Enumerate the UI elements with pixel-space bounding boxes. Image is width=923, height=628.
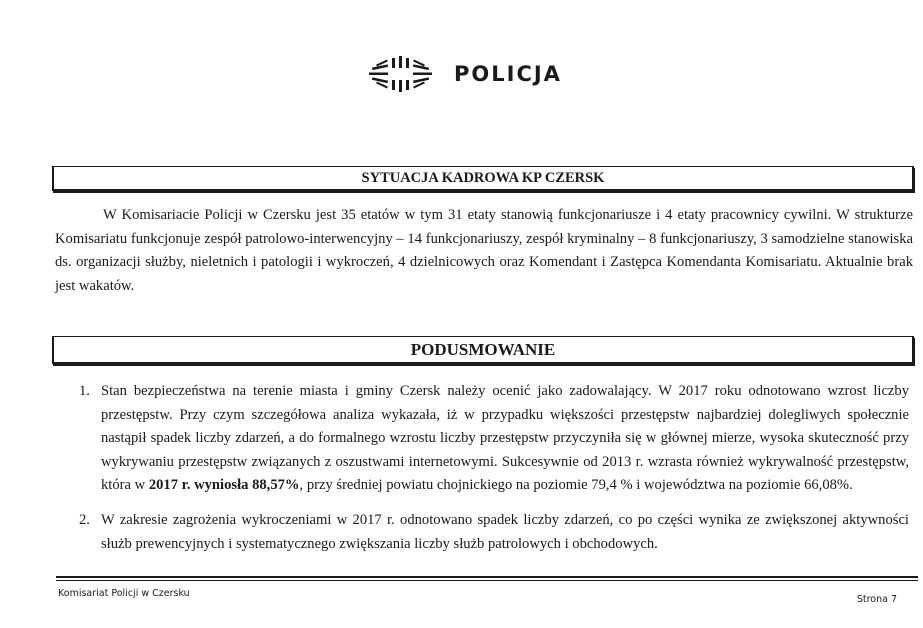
section-title-staffing: SYTUACJA KADROWA KP CZERSK	[52, 166, 914, 191]
list-item	[101, 380, 909, 498]
footer-divider-thin	[56, 580, 918, 581]
list-item-text: Stan bezpieczeństwa na terenie miasta i gminy Czersk należy ocenić jako zadowalający. W 2017 roku odnotowano wzrost liczby przestępstw. Przy czym szczegółowa analiza wykazała, iż w przypadku większości przestępstw najbardziej dolegliwych społecznie nastąpił spadek liczby zdarzeń, a do formalnego wzrostu liczby przestępstw przyczyniła się w głównej mierze, wysoka skuteczność przy wykrywaniu przestępstw związanych z oszustwami internetowymi. Sukcesywnie od 2013 r. wzrasta również wykrywalność przestępstw, która w	[101, 383, 909, 493]
list-item-number: 2.	[79, 512, 90, 528]
footer-institution: Komisariat Policji w Czersku	[58, 588, 190, 599]
list-item-number: 1.	[79, 383, 90, 399]
logo-text: POLICJA	[454, 62, 562, 86]
police-logo	[366, 56, 562, 92]
list-item-bold-text: 2017 r. wyniosła 88,57%	[148, 477, 300, 493]
list-item: W zakresie zagrożenia wykroczeniami w 2017 r. odnotowano spadek liczby zdarzeń, co po części wynika ze zwiększonej aktywności służb prewencyjnych i systematycznego zwiększania liczby służb patrolowych i obchodowych.	[101, 512, 909, 552]
section-title-summary: PODUSMOWANIE	[52, 336, 914, 364]
staffing-paragraph: W Komisariacie Policji w Czersku jest 35 etatów w tym 31 etaty stanowią funkcjonariusze i 4 etaty pracownicy cywilni. W strukturze Komisariatu funkcjonuje zespół patrolowo-interwencyjny – 14 funkcjonariuszy, zespół kryminalny – 8 funkcjonariuszy, 3 samodzielne stanowiska ds. organizacji służby, nieletnich i patologii i wykroczeń, 4 dzielnicowych oraz Komendant i Zastępca Komendanta Komisariatu. Aktualnie brak jest wakatów.	[55, 207, 913, 294]
police-star-emblem-icon	[366, 56, 436, 92]
list-item-text-end: , przy średniej powiatu chojnickiego na poziomie 79,4 % i województwa na poziomie 66,08%.	[299, 477, 853, 493]
footer-divider	[56, 576, 918, 578]
page-number: Strona 7	[856, 594, 897, 605]
